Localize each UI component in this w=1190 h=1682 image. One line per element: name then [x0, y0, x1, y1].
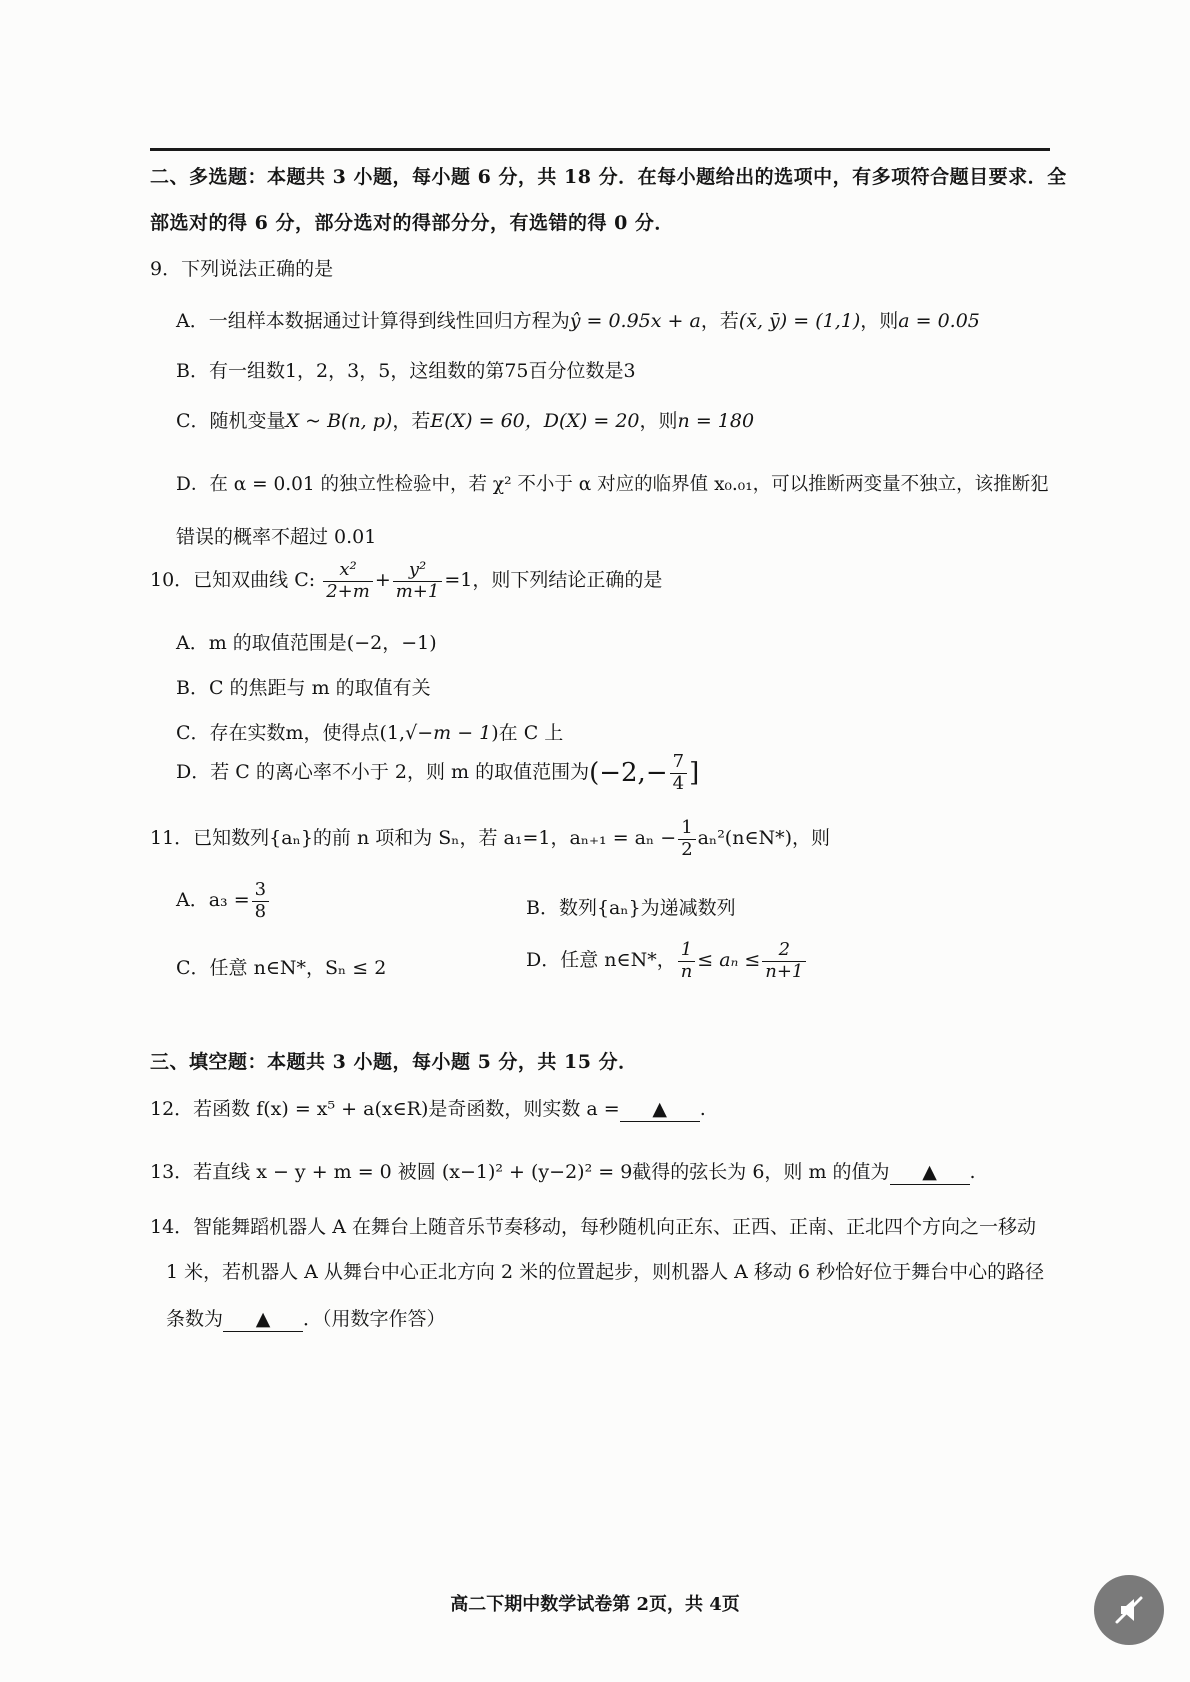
- q14-line1: 14．智能舞蹈机器人 A 在舞台上随音乐节奏移动，每秒随机向正东、正西、正南、正北四个方向之一移动: [150, 1216, 1036, 1238]
- q10-c-sqrt: √−m − 1: [405, 722, 492, 744]
- q14-line2: 1 米，若机器人 A 从舞台中心正北方向 2 米的位置起步，则机器人 A 移动 6 秒恰好位于舞台中心的路径: [166, 1261, 1045, 1283]
- section2-heading-line1: 二、多选题：本题共 3 小题，每小题 6 分，共 18 分．在每小题给出的选项中，有多项符合题目要求．全: [150, 166, 1067, 188]
- q11-a-pre: A．a₃ =: [176, 889, 250, 912]
- q10-option-c: [176, 718, 563, 745]
- q9-a-pre: A．一组样本数据通过计算得到线性回归方程为: [176, 310, 570, 332]
- q10-stem-pre: 10．已知双曲线 C:: [150, 569, 316, 592]
- q9-a-cond: (x̄, ȳ) = (1,1): [738, 310, 861, 332]
- top-rule: [150, 148, 1050, 151]
- q9-a-res: a = 0.05: [898, 310, 980, 332]
- q11-d-mid: ≤ aₙ ≤: [697, 949, 761, 972]
- q9-option-d-line2: 错误的概率不超过 0.01: [176, 526, 377, 548]
- q9-option-b: B．有一组数1，2，3，5，这组数的第75百分位数是3: [176, 360, 636, 382]
- q14-line3: [166, 1304, 446, 1332]
- q10-stem-post: =1，则下列结论正确的是: [444, 569, 663, 592]
- q9-option-d-line1: D．在 α = 0.01 的独立性检验中，若 χ² 不小于 α 对应的临界值 x₀.₀₁，可以推断两变量不独立，该推断犯: [176, 474, 1049, 495]
- q13: [150, 1157, 976, 1185]
- q10-fraction-x: $\frac{\text{x²}}{2+m}$: [323, 560, 373, 602]
- q12-post: .: [699, 1098, 706, 1120]
- q10-stem: [150, 560, 662, 602]
- q10-c-pre: C．存在实数m，使得点(1,: [176, 722, 406, 744]
- q9-option-c: [176, 406, 754, 433]
- q11-fraction-half: $\frac{1}{2}$: [678, 818, 695, 860]
- q9-c-pre: C．随机变量: [176, 410, 286, 432]
- q10-d-pre: D．若 C 的离心率不小于 2，则 m 的取值范围为: [176, 761, 590, 784]
- q10-option-d: [176, 752, 699, 794]
- q11-option-a: [176, 880, 271, 922]
- q10-c-post: )在 C 上: [491, 722, 564, 744]
- q9-a-post: ，则: [860, 310, 899, 332]
- section2-heading-line2: 部选对的得 6 分，部分选对的得部分分，有选错的得 0 分．: [150, 212, 674, 234]
- section3-heading: 三、填空题：本题共 3 小题，每小题 5 分，共 15 分．: [150, 1051, 638, 1073]
- q14-line3-pre: 条数为: [166, 1308, 224, 1330]
- q10-option-b: B．C 的焦距与 m 的取值有关: [176, 677, 431, 699]
- q11-d-pre: D．任意 n∈N*，: [526, 949, 676, 972]
- q9-c-post: ，则: [639, 410, 678, 432]
- q11-a-fraction: $\frac{3}{8}$: [252, 880, 269, 922]
- q9-c-eq1: X ~ B(n, p): [285, 410, 393, 432]
- q13-post: .: [969, 1161, 976, 1183]
- q10-d-int-left: (−2,−: [589, 758, 668, 789]
- q11-stem-pre: 11．已知数列{aₙ}的前 n 项和为 Sₙ，若 a₁=1，aₙ₊₁ = aₙ −: [150, 827, 677, 850]
- q9-stem: 9．下列说法正确的是: [150, 258, 334, 280]
- q12-answer-blank[interactable]: ▲: [620, 1098, 700, 1122]
- q9-c-mid: ，若: [392, 410, 431, 432]
- q14-answer-blank[interactable]: ▲: [223, 1308, 303, 1332]
- q11-option-d: [526, 940, 808, 982]
- q12-pre: 12．若函数 f(x) = x⁵ + a(x∈R)是奇函数，则实数 a =: [150, 1098, 620, 1120]
- q10-plus: +: [374, 569, 391, 592]
- q10-option-a: A．m 的取值范围是(−2，−1): [176, 632, 437, 654]
- q10-d-int-right: ]: [689, 758, 700, 789]
- q10-d-fraction: $\frac{7}{4}$: [670, 752, 687, 794]
- q11-option-c: C．任意 n∈N*，Sₙ ≤ 2: [176, 957, 387, 979]
- q11-d-fraction-2: $\frac{2}{n+1}$: [762, 940, 806, 982]
- mute-speaker-icon: [1111, 1592, 1147, 1628]
- page-footer: 高二下期中数学试卷第 2页，共 4页: [450, 1594, 740, 1615]
- q10-fraction-y: $\frac{\text{y²}}{m+1}$: [393, 560, 443, 602]
- q9-a-mid: ，若: [700, 310, 739, 332]
- mute-speaker-button[interactable]: [1094, 1575, 1164, 1645]
- q9-c-res: n = 180: [677, 410, 755, 432]
- q13-pre: 13．若直线 x − y + m = 0 被圆 (x−1)² + (y−2)² = 9截得的弦长为 6，则 m 的值为: [150, 1161, 890, 1183]
- q11-d-fraction-1: $\frac{1}{n}$: [678, 940, 696, 982]
- q12: [150, 1094, 706, 1122]
- q9-option-a: [176, 306, 980, 333]
- q11-stem-post: aₙ²(n∈N*)，则: [697, 827, 831, 850]
- q9-a-eq: ŷ = 0.95x + a: [569, 310, 701, 332]
- q13-answer-blank[interactable]: ▲: [890, 1161, 970, 1185]
- q9-c-eq2: E(X) = 60，D(X) = 20: [430, 410, 640, 432]
- q11-stem: [150, 818, 830, 860]
- q11-option-b: B．数列{aₙ}为递减数列: [526, 897, 736, 919]
- q14-line3-post: ．（用数字作答）: [303, 1308, 446, 1330]
